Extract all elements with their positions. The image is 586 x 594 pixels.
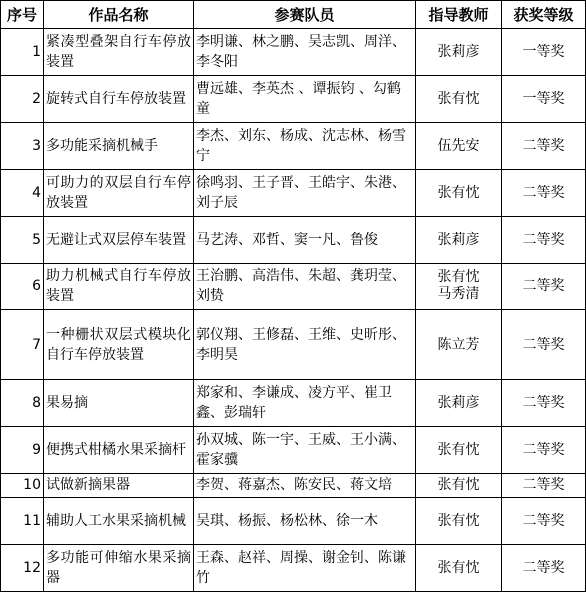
table-row xyxy=(1,379,586,426)
row-index: 8 xyxy=(1,379,44,426)
header-award: 获奖等级 xyxy=(502,1,586,29)
row-index: 1 xyxy=(1,29,44,76)
row-teacher: 张有忱 xyxy=(416,498,502,545)
row-team: 徐鸣羽、王子晋、王皓宇、朱港、刘子辰 xyxy=(194,169,416,216)
row-index: 6 xyxy=(1,263,44,310)
row-name: 无避让式双层停车装置 xyxy=(44,216,194,263)
table-row xyxy=(1,426,586,473)
row-award: 一等奖 xyxy=(502,29,586,76)
row-award: 二等奖 xyxy=(502,379,586,426)
row-award: 二等奖 xyxy=(502,498,586,545)
row-index: 5 xyxy=(1,216,44,263)
row-team: 孙双城、陈一宇、王威、王小满、霍家骥 xyxy=(194,426,416,473)
table-row xyxy=(1,544,586,591)
table-row xyxy=(1,216,586,263)
row-team: 马艺涛、邓哲、窦一凡、鲁俊 xyxy=(194,216,416,263)
row-name: 多功能可伸缩水果采摘器 xyxy=(44,544,194,591)
row-teacher: 张有忱 xyxy=(416,75,502,122)
row-teacher: 陈立芳 xyxy=(416,310,502,379)
row-award: 二等奖 xyxy=(502,169,586,216)
table-row xyxy=(1,29,586,76)
header-index: 序号 xyxy=(1,1,44,29)
row-award: 二等奖 xyxy=(502,122,586,169)
row-team: 曹远雄、李英杰 、谭振钧 、勾鹤童 xyxy=(194,75,416,122)
row-index: 11 xyxy=(1,498,44,545)
row-name: 辅助人工水果采摘机械 xyxy=(44,498,194,545)
row-teacher: 张有忱 xyxy=(416,544,502,591)
row-teacher: 张有忱 马秀清 xyxy=(416,263,502,310)
row-award: 二等奖 xyxy=(502,310,586,379)
table-row xyxy=(1,498,586,545)
row-teacher: 张莉彦 xyxy=(416,379,502,426)
table-row xyxy=(1,473,586,497)
row-team: 王治鹏、高浩伟、朱超、龚玥莹、刘贽 xyxy=(194,263,416,310)
row-teacher: 张莉彦 xyxy=(416,29,502,76)
table-row xyxy=(1,169,586,216)
row-team: 吴琪、杨振、杨松林、徐一木 xyxy=(194,498,416,545)
row-team: 王森、赵祥、周操、谢金钊、陈谦竹 xyxy=(194,544,416,591)
row-name: 助力机械式自行车停放装置 xyxy=(44,263,194,310)
row-award: 二等奖 xyxy=(502,544,586,591)
row-team: 李贺、蒋嘉杰、陈安民、蒋文培 xyxy=(194,473,416,497)
row-name: 一种栅状双层式模块化自行车停放装置 xyxy=(44,310,194,379)
row-team: 李明谦、林之鹏、吴志凯、周洋、李冬阳 xyxy=(194,29,416,76)
header-row xyxy=(1,1,586,29)
row-teacher: 张有忱 xyxy=(416,473,502,497)
row-index: 3 xyxy=(1,122,44,169)
row-teacher: 张莉彦 xyxy=(416,216,502,263)
row-name: 旋转式自行车停放装置 xyxy=(44,75,194,122)
row-award: 二等奖 xyxy=(502,216,586,263)
row-award: 二等奖 xyxy=(502,473,586,497)
row-name: 便携式柑橘水果采摘杆 xyxy=(44,426,194,473)
header-team: 参赛队员 xyxy=(194,1,416,29)
table-row xyxy=(1,263,586,310)
row-award: 一等奖 xyxy=(502,75,586,122)
row-team: 李杰、刘东、杨成、沈志林、杨雪宁 xyxy=(194,122,416,169)
row-index: 9 xyxy=(1,426,44,473)
header-name: 作品名称 xyxy=(44,1,194,29)
table-row xyxy=(1,310,586,379)
row-index: 2 xyxy=(1,75,44,122)
row-teacher: 张有忱 xyxy=(416,169,502,216)
row-index: 10 xyxy=(1,473,44,497)
row-index: 4 xyxy=(1,169,44,216)
row-name: 试做新摘果器 xyxy=(44,473,194,497)
row-index: 12 xyxy=(1,544,44,591)
row-teacher: 伍先安 xyxy=(416,122,502,169)
row-teacher: 张有忱 xyxy=(416,426,502,473)
table-row xyxy=(1,75,586,122)
row-index: 7 xyxy=(1,310,44,379)
row-name: 可助力的双层自行车停放装置 xyxy=(44,169,194,216)
row-award: 二等奖 xyxy=(502,263,586,310)
row-name: 果易摘 xyxy=(44,379,194,426)
row-name: 多功能采摘机械手 xyxy=(44,122,194,169)
table-row xyxy=(1,122,586,169)
row-team: 郭仪翔、王修磊、王维、史昕彤、李明昊 xyxy=(194,310,416,379)
header-teacher: 指导教师 xyxy=(416,1,502,29)
row-team: 郑家和、李谦成、凌方平、崔卫鑫、彭瑞轩 xyxy=(194,379,416,426)
row-award: 二等奖 xyxy=(502,426,586,473)
row-name: 紧凑型叠架自行车停放装置 xyxy=(44,29,194,76)
